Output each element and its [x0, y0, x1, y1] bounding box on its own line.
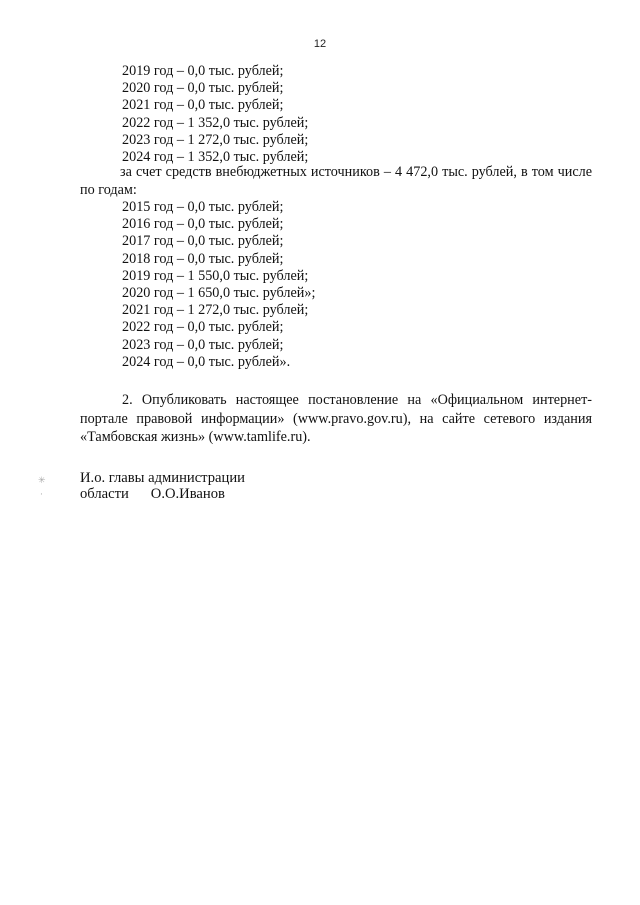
- offbudget-year-item: 2022 год – 0,0 тыс. рублей;: [122, 319, 284, 336]
- signatory-name: О.О.Иванов: [150, 486, 225, 502]
- scan-mark: ✳: [38, 476, 46, 486]
- offbudget-year-item: 2024 год – 0,0 тыс. рублей».: [122, 353, 291, 370]
- funding-year-item: 2020 год – 0,0 тыс. рублей;: [122, 80, 284, 97]
- publication-paragraph: 2. Опубликовать настоящее постановление на «Официальном интернет-портале правовой информации» (www.pravo.gov.ru), на сайте сетевого издания «Тамбовская жизнь» (www.tamlife.ru).: [80, 392, 592, 445]
- signature-line: [80, 486, 225, 503]
- page-number: 12: [313, 38, 327, 50]
- funding-year-item: 2023 год – 1 272,0 тыс. рублей;: [122, 131, 309, 148]
- offbudget-year-item: 2019 год – 1 550,0 тыс. рублей;: [122, 267, 309, 284]
- offbudget-by-year-list: [122, 199, 315, 371]
- signatory-title: И.о. главы администрации: [80, 470, 245, 486]
- funding-by-year-list: [122, 63, 308, 166]
- offbudget-year-item: 2020 год – 1 650,0 тыс. рублей»;: [122, 284, 316, 301]
- scan-mark: ·: [40, 490, 43, 500]
- offbudget-year-item: 2016 год – 0,0 тыс. рублей;: [122, 216, 284, 233]
- offbudget-year-item: 2017 год – 0,0 тыс. рублей;: [122, 233, 284, 250]
- funding-year-item: 2022 год – 1 352,0 тыс. рублей;: [122, 114, 309, 131]
- offbudget-funding-paragraph: за счет средств внебюджетных источников – 4 472,0 тыс. рублей, в том числе по годам:: [80, 164, 592, 198]
- signatory-title-continued: области: [80, 486, 129, 502]
- offbudget-year-item: 2015 год – 0,0 тыс. рублей;: [122, 199, 284, 215]
- offbudget-year-item: 2021 год – 1 272,0 тыс. рублей;: [122, 302, 309, 319]
- offbudget-year-item: 2018 год – 0,0 тыс. рублей;: [122, 250, 284, 267]
- funding-year-item: 2019 год – 0,0 тыс. рублей;: [122, 63, 284, 79]
- funding-year-item: 2021 год – 0,0 тыс. рублей;: [122, 97, 284, 114]
- funding-year-item: 2024 год – 1 352,0 тыс. рублей;: [122, 148, 309, 165]
- offbudget-year-item: 2023 год – 0,0 тыс. рублей;: [122, 336, 284, 353]
